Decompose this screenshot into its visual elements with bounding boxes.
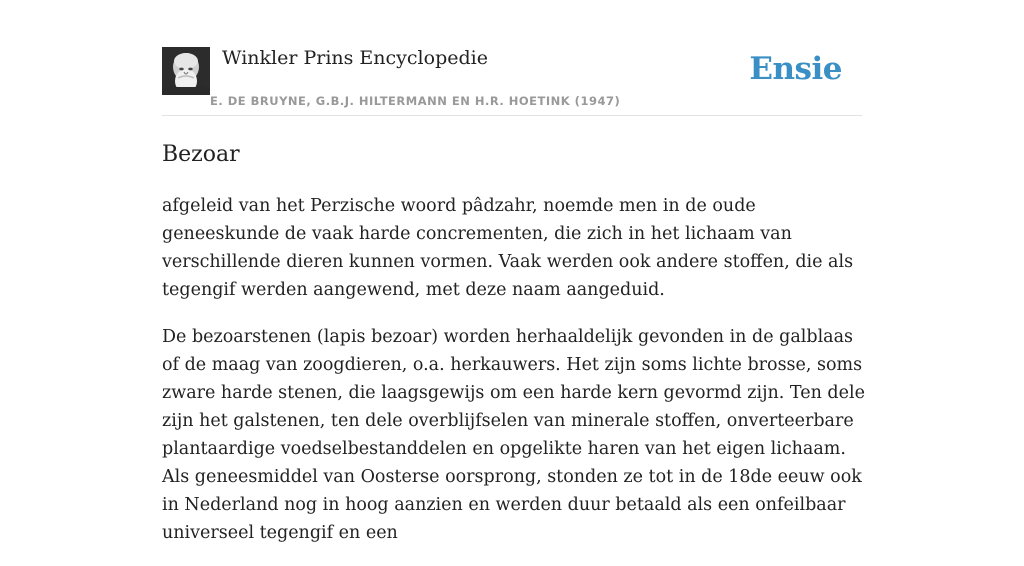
author-avatar[interactable] <box>162 47 210 95</box>
source-authors: E. DE BRUYNE, G.B.J. HILTERMANN EN H.R. HOETINK (1947) <box>210 94 621 108</box>
brand-logo[interactable]: Ensie <box>749 51 842 87</box>
source-header <box>162 0 862 116</box>
body-paragraph: De bezoarstenen (lapis bezoar) worden herhaaldelijk gevonden in de galblaas of de maag van zoogdieren, o.a. herkauwers. Het zijn soms lichte brosse, soms zware harde stenen, die laagsgewijs om een harde kern gevormd zijn. Ten dele zijn het galstenen, ten dele overblijfselen van minerale stoffen, onverteerbare plantaardige voedselbestanddelen en opgelikte haren van het eigen lichaam. Als geneesmiddel van Oosterse oorsprong, stonden ze tot in de 18de eeuw ook in Nederland nog in hoog aanzien en werden duur betaald als een onfeilbaar universeel tegengif en een <box>162 327 865 543</box>
body-paragraph: afgeleid van het Perzische woord pâdzahr, noemde men in de oude geneeskunde de vaak harde concrementen, die zich in het lichaam van verschillende dieren kunnen vormen. Vaak werden ook andere stoffen, die als tegengif werden aangewend, met deze naam aangeduid. <box>162 196 854 300</box>
entry-body <box>162 192 868 566</box>
content-column <box>162 0 865 543</box>
entry-title: Bezoar <box>162 142 240 167</box>
source-title[interactable]: Winkler Prins Encyclopedie <box>222 47 488 69</box>
portrait-image <box>162 47 210 95</box>
